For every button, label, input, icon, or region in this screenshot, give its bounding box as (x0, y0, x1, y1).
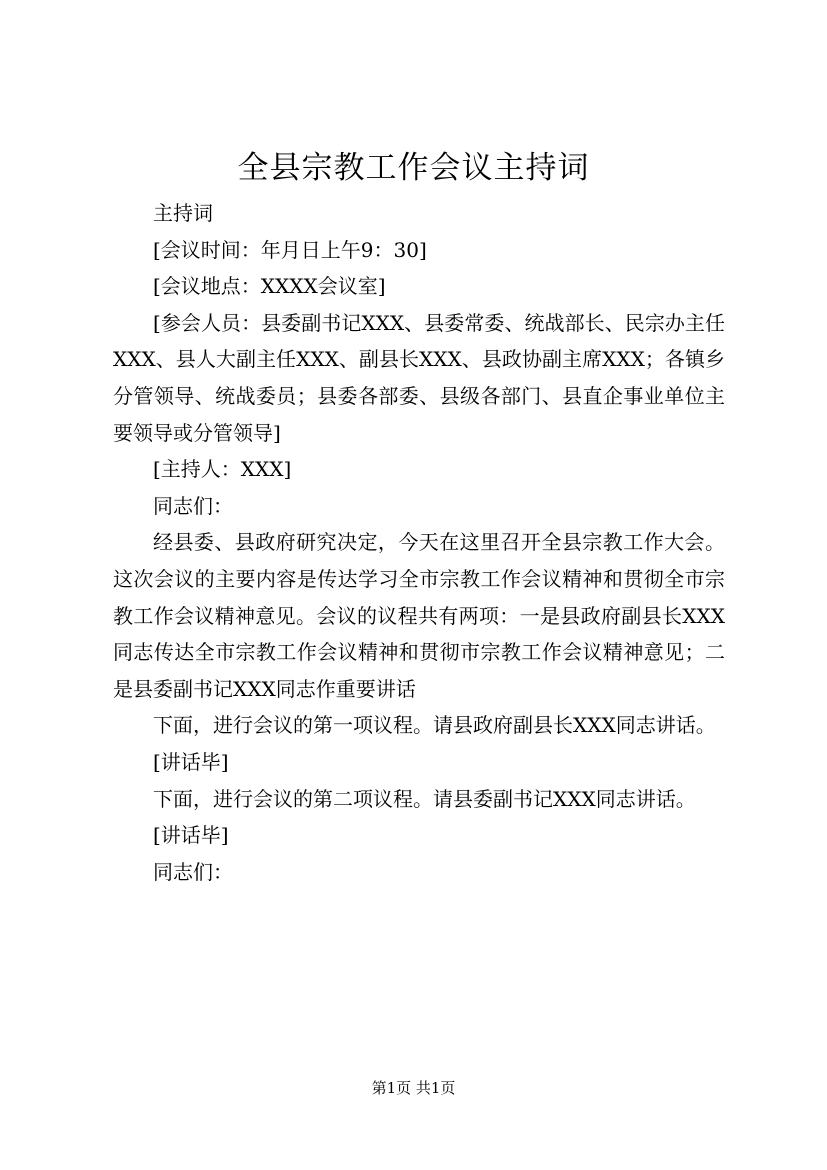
opening-paragraph: 经县委、县政府研究决定，今天在这里召开全县宗教工作大会。这次会议的主要内容是传达学习全市宗教工作会议精神和贯彻全市宗教工作会议精神意见。会议的议程共有两项：一是县政府副县长XXX同志传达全市宗教工作会议精神和贯彻市宗教工作会议精神意见；二是县委副书记XXX同志作重要讲话 (113, 530, 725, 701)
paragraph-heading: 主持词 (153, 201, 213, 225)
closing-greeting: 同志们： (153, 859, 233, 884)
host: [主持人：XXX] (153, 457, 292, 482)
greeting: 同志们： (153, 493, 233, 518)
meeting-location: [会议地点：XXXX会议室] (153, 274, 386, 299)
document-body (113, 195, 725, 890)
attendees: [参会人员：县委副书记XXX、县委常委、统战部长、民宗办主任XXX、县人大副主任XXX、副县长XXX、县政协副主席XXX；各镇乡分管领导、统战委员；县委各部委、县级各部门、县直企事业单位主要领导或分管领导] (113, 310, 725, 445)
agenda-item-1: 下面，进行会议的第一项议程。请县政府副县长XXX同志讲话。 (153, 713, 716, 738)
speech-end-2: [讲话毕] (153, 823, 229, 848)
page-footer: 第1页 共1页 (371, 1079, 456, 1097)
meeting-time: [会议时间：年月日上午9：30] (153, 237, 427, 262)
agenda-item-2: 下面，进行会议的第二项议程。请县委副书记XXX同志讲话。 (153, 786, 696, 811)
speech-end-1: [讲话毕] (153, 749, 229, 774)
document-title: 全县宗教工作会议主持词 (237, 150, 590, 186)
